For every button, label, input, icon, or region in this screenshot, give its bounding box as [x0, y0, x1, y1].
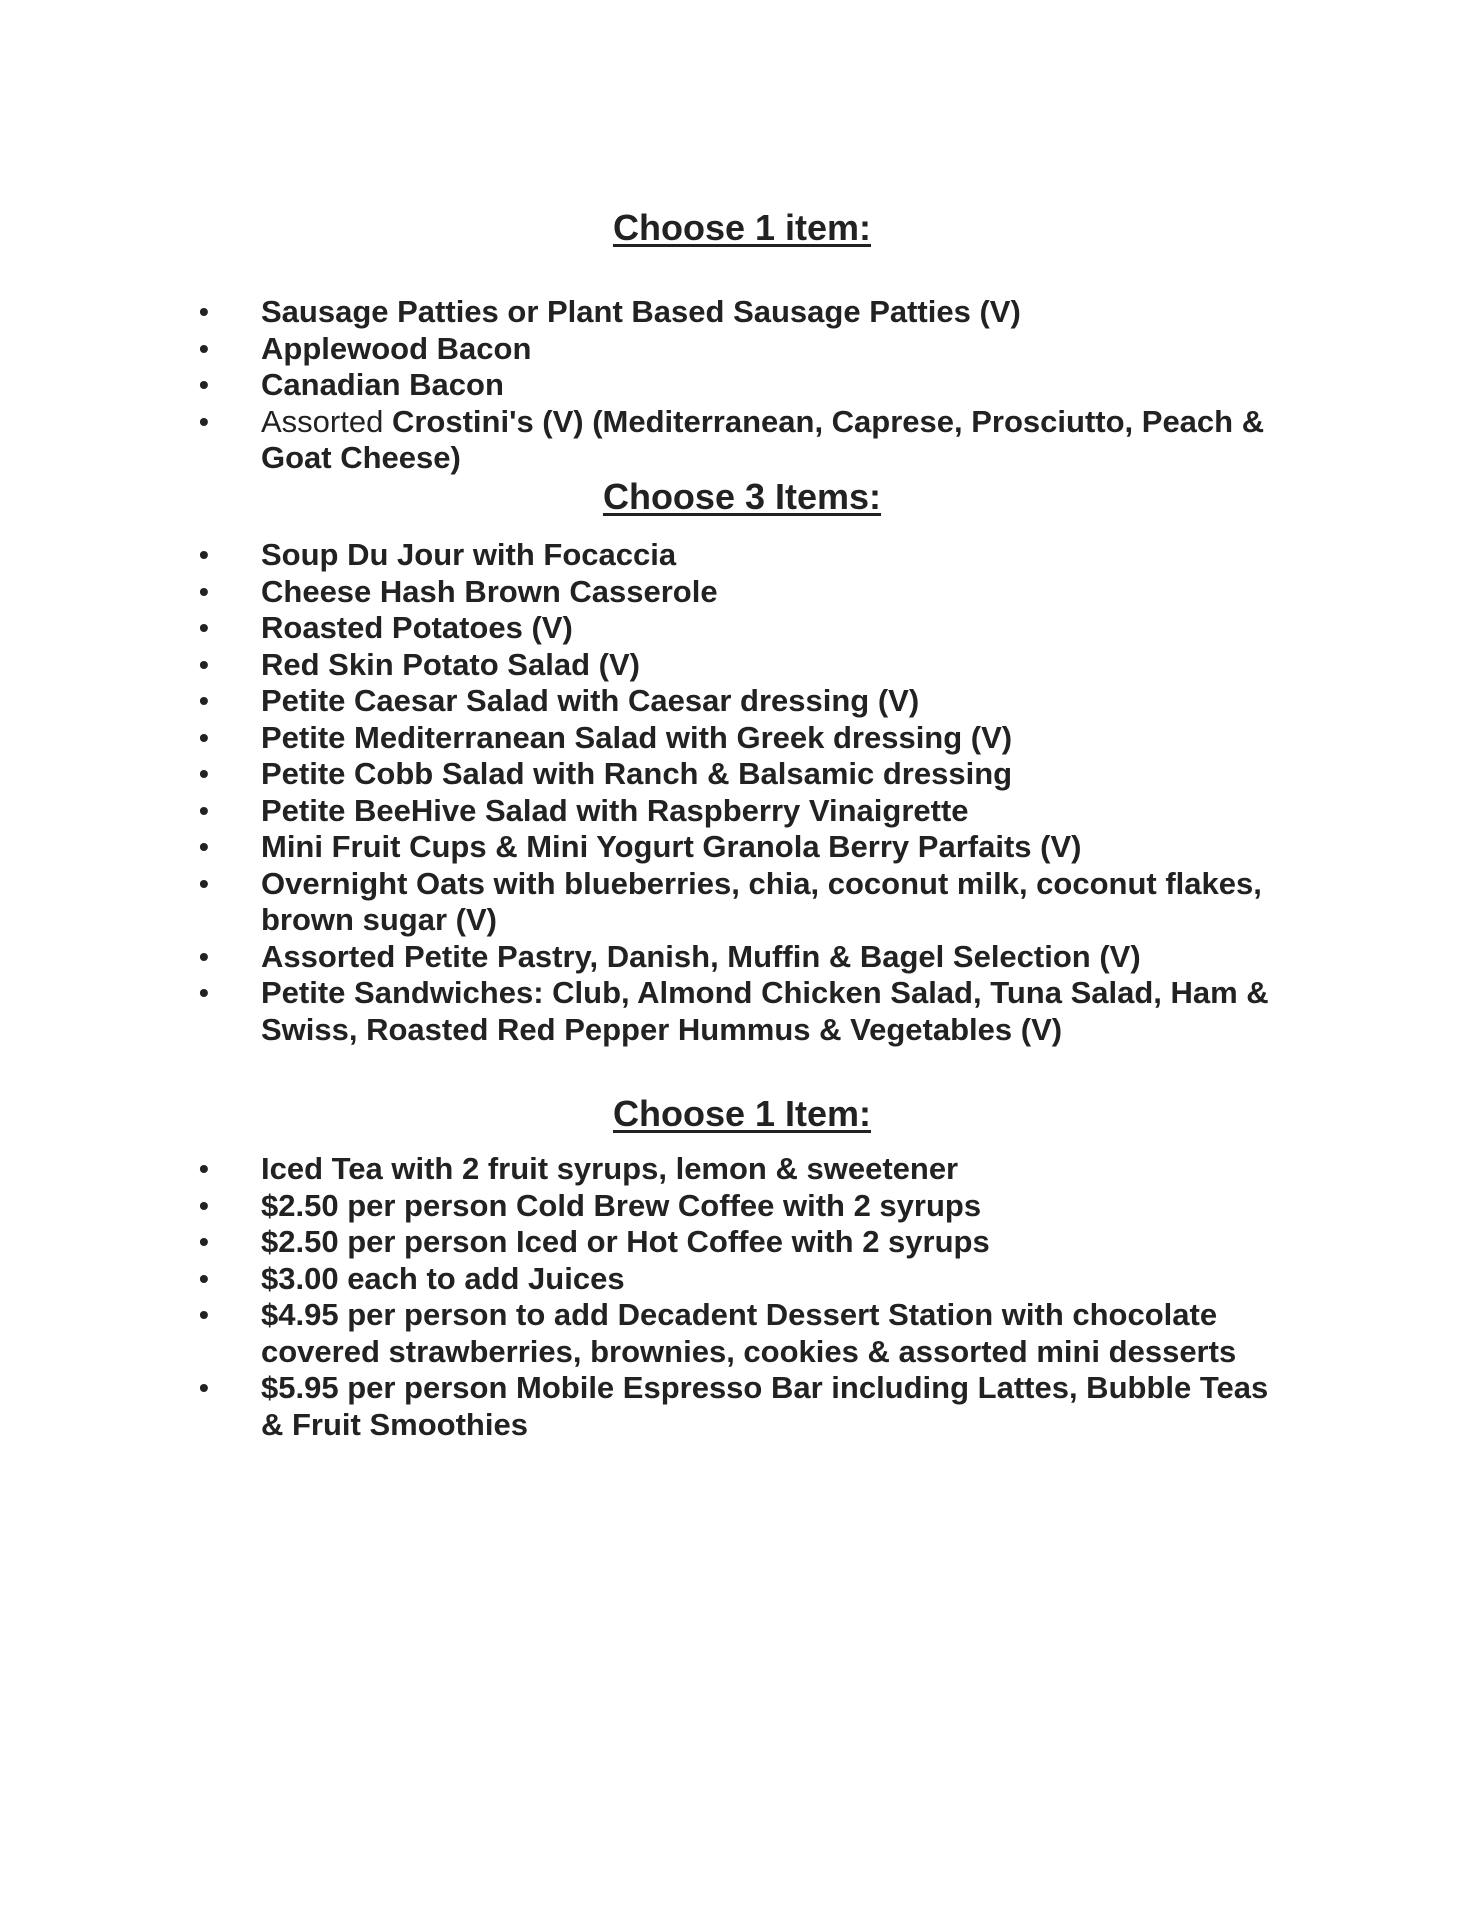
list-item: • Petite Mediterranean Salad with Greek dressing (V)	[199, 719, 1013, 755]
list-item: • Cheese Hash Brown Casserole	[199, 573, 718, 609]
bullet-icon: •	[199, 332, 209, 364]
section-heading-2: Choose 3 Items:	[602, 476, 882, 517]
section-list-2	[0, 537, 1484, 1048]
bullet-icon: •	[199, 758, 209, 789]
bullet-icon: •	[199, 369, 209, 400]
bullet-icon: •	[199, 1262, 209, 1294]
list-item: • $2.50 per person Cold Brew Coffee with 2 syrups	[199, 1187, 982, 1223]
list-item: • Petite Sandwiches: Club, Almond Chicken Salad, Tuna Salad, Ham & Swiss, Roasted Red Pepper Hummus & Vegetables (V)	[199, 975, 1269, 1047]
list-item: • Roasted Potatoes (V)	[199, 610, 573, 645]
bullet-icon: •	[199, 1226, 209, 1257]
list-item: • Iced Tea with 2 fruit syrups, lemon & sweetener	[199, 1151, 959, 1186]
section-list-1	[0, 294, 1484, 477]
bullet-icon: •	[199, 685, 209, 716]
bullet-icon: •	[199, 1372, 209, 1403]
bullet-icon: •	[199, 648, 209, 680]
list-item: • Petite Caesar Salad with Caesar dressing (V)	[199, 683, 920, 718]
list-item: • Mini Fruit Cups & Mini Yogurt Granola Berry Parfaits (V)	[199, 829, 1082, 864]
section-list-3	[0, 1151, 1484, 1443]
bullet-icon: •	[199, 405, 209, 437]
list-item: • Soup Du Jour with Focaccia	[199, 537, 677, 572]
list-item: • $3.00 each to add Juices	[199, 1260, 625, 1296]
bullet-icon: •	[199, 867, 209, 899]
list-item: • Assorted Crostini's (V) (Mediterranean, Caprese, Prosciutto, Peach & Goat Cheese)	[199, 403, 1265, 475]
list-item: • Petite BeeHive Salad with Raspberry Vinaigrette	[199, 792, 969, 828]
list-item: • $4.95 per person to add Decadent Dessert Station with chocolate covered strawberries, brownies, cookies & assorted mini desserts	[199, 1297, 1237, 1369]
list-item: • $2.50 per person Iced or Hot Coffee with 2 syrups	[199, 1224, 990, 1259]
bullet-icon: •	[199, 1153, 209, 1184]
bullet-icon: •	[199, 940, 209, 972]
bullet-icon: •	[199, 794, 209, 826]
bullet-icon: •	[199, 296, 209, 327]
list-item: • Overnight Oats with blueberries, chia, coconut milk, coconut flakes, brown sugar (V)	[199, 865, 1262, 937]
section-heading-1: Choose 1 item:	[612, 207, 872, 248]
list-item: • Red Skin Potato Salad (V)	[199, 646, 640, 682]
list-item: • Canadian Bacon	[199, 367, 504, 402]
bullet-icon: •	[199, 721, 209, 753]
list-item: • Petite Cobb Salad with Ranch & Balsamic dressing	[199, 756, 1013, 791]
bullet-icon: •	[199, 977, 209, 1008]
bullet-icon: •	[199, 1299, 209, 1330]
list-item: • $5.95 per person Mobile Espresso Bar including Lattes, Bubble Teas & Fruit Smoothies	[199, 1370, 1269, 1442]
bullet-icon: •	[199, 1189, 209, 1221]
list-item: • Applewood Bacon	[199, 330, 532, 366]
bullet-icon: •	[199, 575, 209, 607]
list-item: • Assorted Petite Pastry, Danish, Muffin & Bagel Selection (V)	[199, 938, 1141, 974]
list-item: • Sausage Patties or Plant Based Sausage Patties (V)	[199, 294, 1021, 329]
bullet-icon: •	[199, 539, 209, 570]
bullet-icon: •	[199, 612, 209, 643]
section-heading-3: Choose 1 Item:	[612, 1093, 872, 1134]
bullet-icon: •	[199, 831, 209, 862]
